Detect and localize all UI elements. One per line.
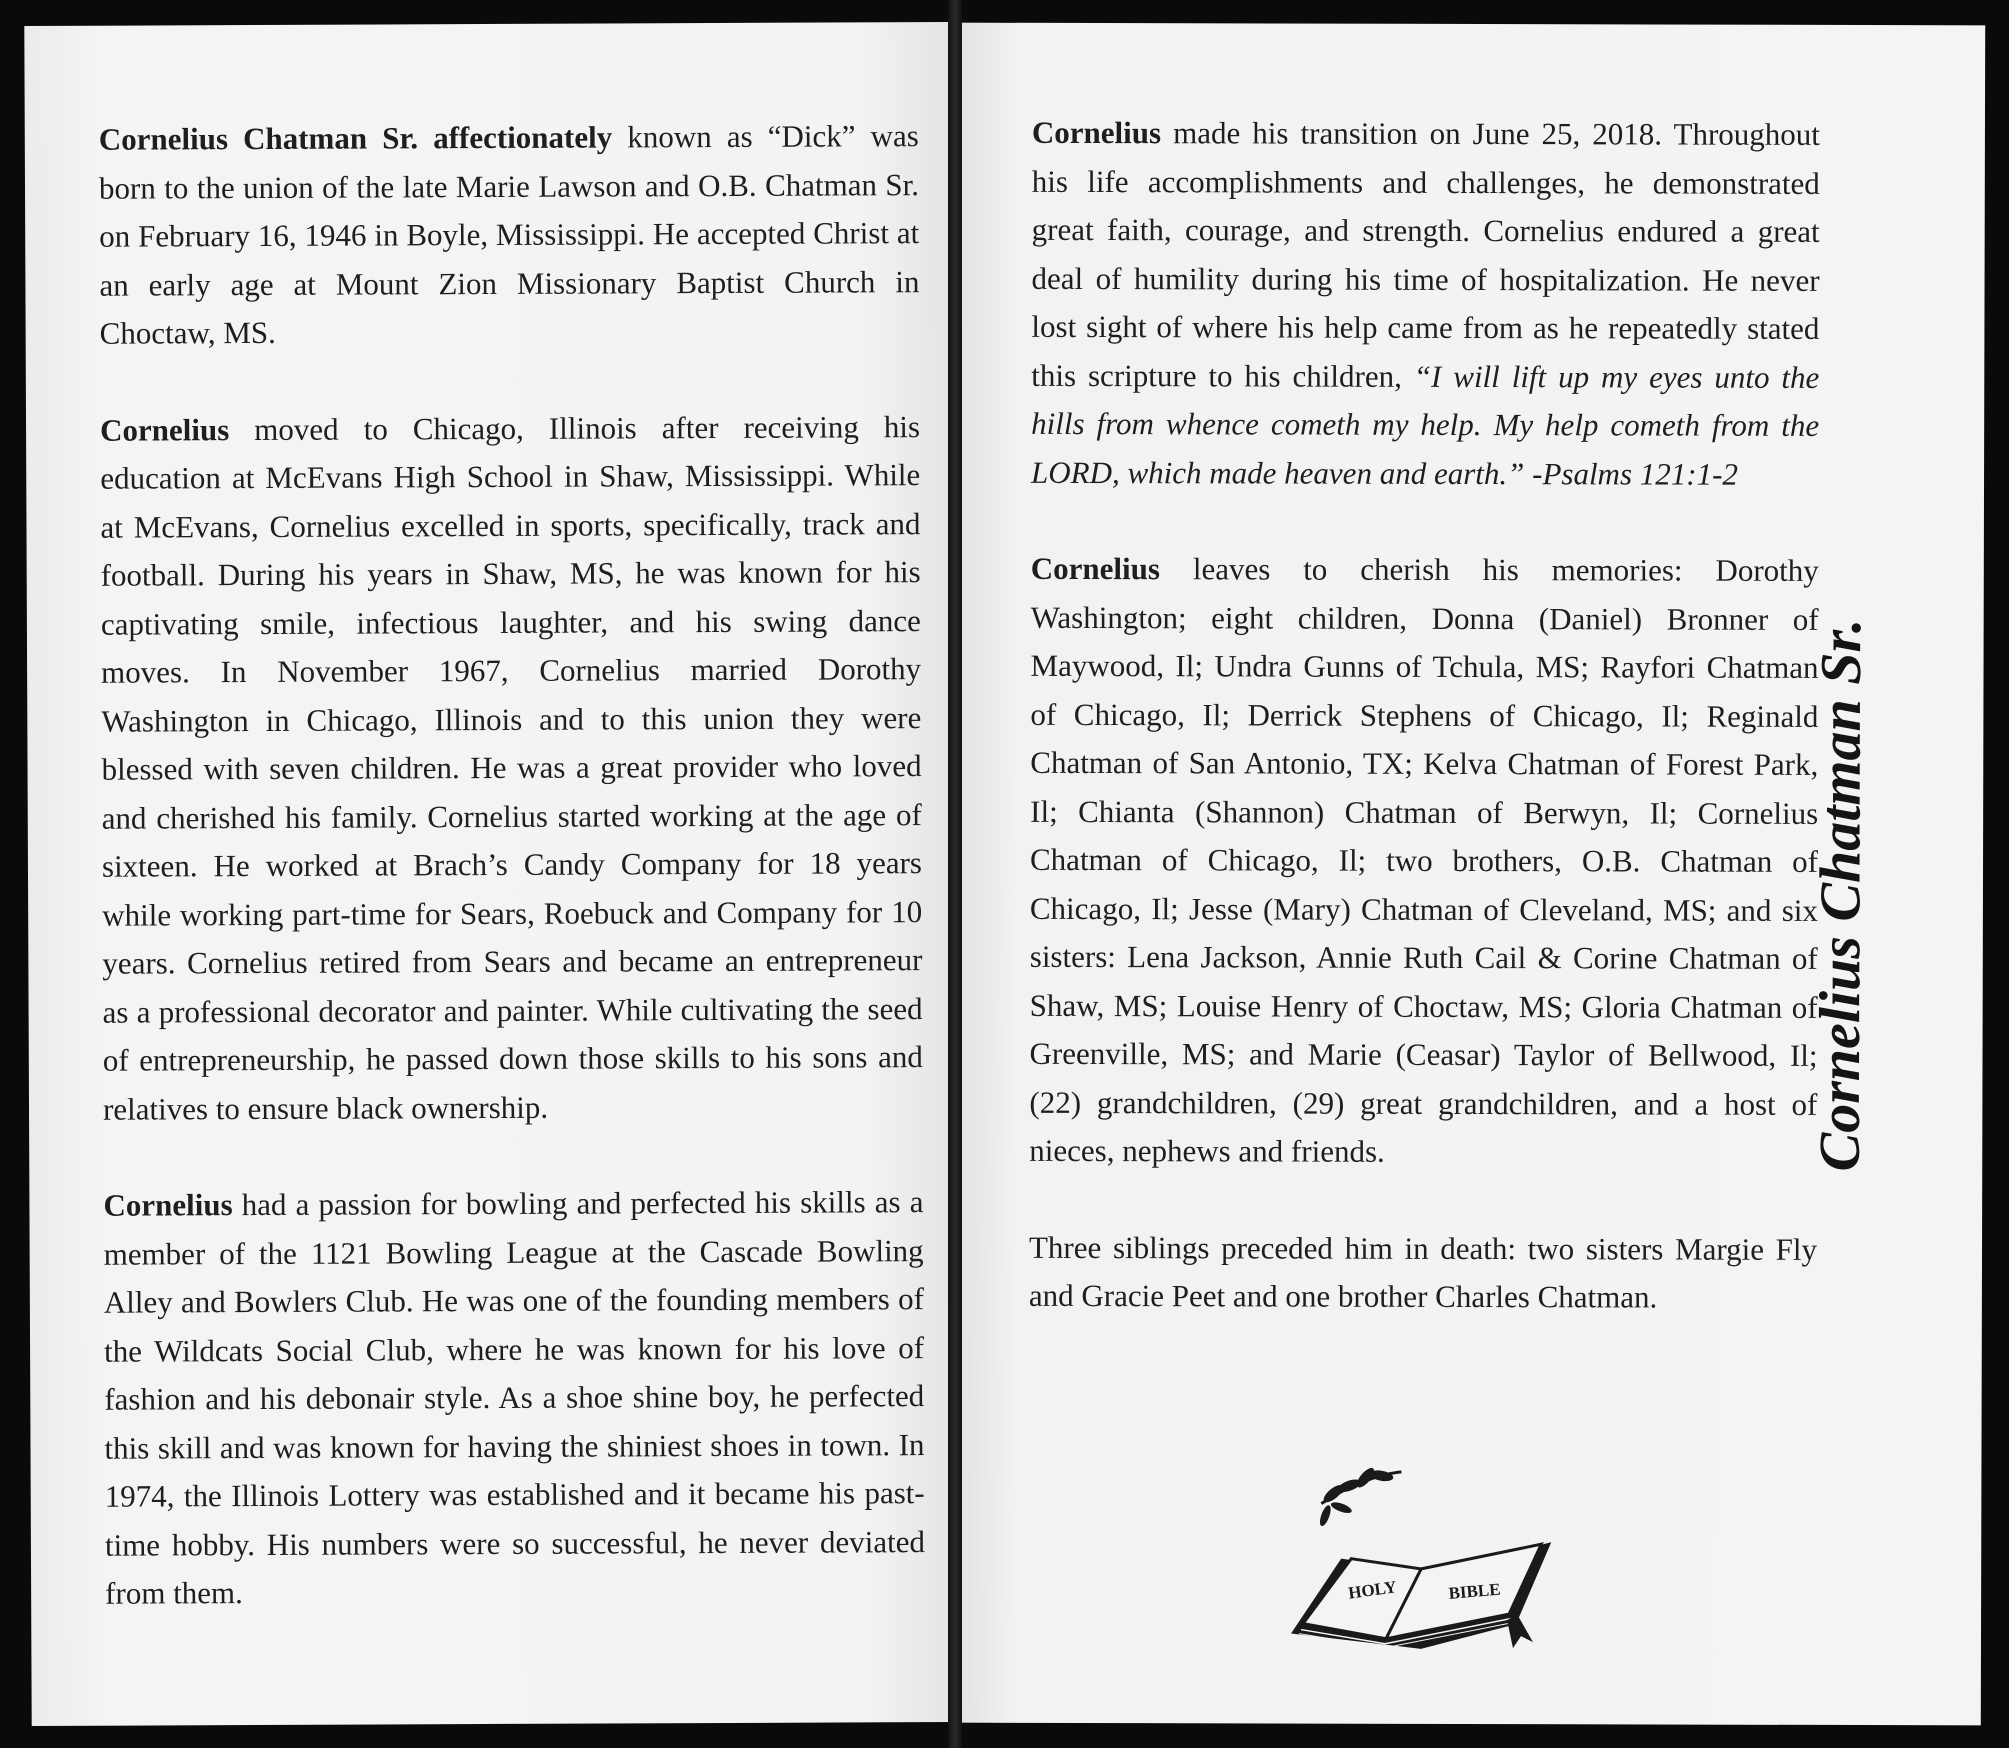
- bible-label-holy: HOLY: [1347, 1577, 1398, 1603]
- left-page: [24, 22, 956, 1726]
- paragraph-text: moved to Chicago, Illinois after receiving his education at McEvans High School in Shaw, Mississippi. While at McEvans, Cornelius excelled in sports, specifically, track and football. During his years in Shaw, MS, he was known for his captivating smile, infectious laughter, and his swing dance moves. In November 1967, Cornelius married Dorothy Washington in Chicago, Illinois and to this union they were blessed with seven children. He was a great provider who loved and cherished his family. Cornelius started working at the age of sixteen. He worked at Brach’s Candy Company for 18 years while working part-time for Sears, Roebuck and Company for 10 years. Cornelius retired from Sears and became an entrepreneur as a professional decorator and painter. While cultivating the seed of entrepreneurship, he passed down those skills to his sons and relatives to ensure black ownership.: [100, 408, 923, 1127]
- left-paragraph-1: [99, 112, 920, 358]
- bold-name: Cornelius: [1030, 550, 1161, 587]
- bold-name: Cornelius: [1031, 114, 1162, 151]
- left-paragraph-2: [100, 403, 923, 1134]
- right-column: [1029, 109, 1820, 1371]
- left-paragraph-3: [103, 1178, 925, 1618]
- book-spine: [948, 0, 962, 1748]
- vertical-title: Cornelius Chatman Sr.: [1806, 618, 1874, 1172]
- paragraph-text: leaves to cherish his memories: Dorothy Washington; eight children, Donna (Daniel) Bronner of Maywood, Il; Undra Gunns of Tchula, MS; Rayfori Chatman of Chicago, Il; Derrick Stephens of Chicago, Il; Reginald Chatman of San Antonio, TX; Kelva Chatman of Forest Park, Il; Chianta (Shannon) Chatman of Berwyn, Il; Cornelius Chatman of Chicago, Il; two brothers, O.B. Chatman of Chicago, Il; Jesse (Mary) Chatman of Cleveland, MS; and six sisters: Lena Jackson, Annie Ruth Cail & Corine Chatman of Shaw, MS; Louise Henry of Choctaw, MS; Gloria Chatman of Greenville, MS; and Marie (Ceasar) Taylor of Bellwood, Il; (22) grandchildren, (29) great grandchildren, and a host of nieces, nephews and friends.: [1029, 551, 1819, 1169]
- bold-name: Cornelius Chatman Sr. affectionately: [98, 119, 613, 157]
- right-paragraph-2: [1029, 545, 1819, 1178]
- paragraph-text: made his transition on June 25, 2018. Throughout his life accomplishments and challenges, he demonstrated great faith, courage, and strength. Cornelius endured a great deal of humility during his time of hospitalization. He never lost sight of where his help came from as he repeatedly stated this scripture to his children,: [1031, 115, 1820, 394]
- paragraph-text: had a passion for bowling and perfected his skills as a member of the 1121 Bowling League at the Cascade Bowling Alley and Bowlers Club. He was one of the founding members of the Wildcats Social Club, where he was known for his love of fashion and his debonair style. As a shoe shine boy, he perfected this skill and was known for having the shiniest shoes in town. In 1974, the Illinois Lottery was established and it became his past-time hobby. His numbers were so successful, he never deviated from them.: [103, 1184, 925, 1611]
- right-page: [953, 23, 1985, 1726]
- paragraph-text: Three siblings preceded him in death: two sisters Margie Fly and Gracie Peet and one brother Charles Chatman.: [1028, 1229, 1818, 1315]
- right-paragraph-3: [1029, 1223, 1817, 1322]
- holy-bible-icon: [1281, 1464, 1561, 1655]
- scripture-quote: “I will lift up my eyes unto the hills from whence cometh my help. My help cometh from the LORD, which made heaven and earth.” -Psalms 121:1-2: [1031, 358, 1820, 492]
- left-column: [99, 112, 926, 1666]
- paragraph-text: known as “Dick” was born to the union of the late Marie Lawson and O.B. Chatman Sr. on February 16, 1946 in Boyle, Mississippi. He accepted Christ at an early age at Mount Zion Missionary Baptist Church in Choctaw, MS.: [98, 118, 920, 351]
- right-paragraph-1: [1031, 109, 1820, 499]
- bold-name: Cornelius: [103, 1187, 233, 1223]
- bible-label-bible: BIBLE: [1447, 1579, 1502, 1603]
- bold-name: Cornelius: [99, 411, 230, 448]
